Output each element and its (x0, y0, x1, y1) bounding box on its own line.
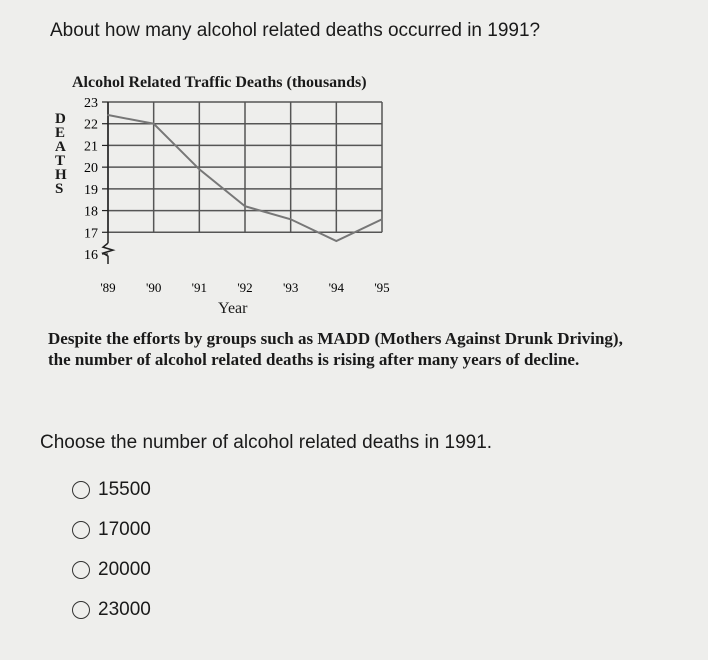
y-axis-label-letter: A (55, 139, 66, 155)
x-axis-label: Year (218, 300, 248, 317)
y-tick-label: 17 (84, 226, 98, 242)
radio-icon[interactable] (72, 481, 90, 499)
data-point (336, 240, 338, 242)
answer-prompt: Choose the number of alcohol related deaths in 1991. (40, 432, 493, 453)
y-axis-label-letter: H (55, 167, 67, 183)
y-tick-label: 23 (84, 96, 98, 111)
x-tick-label: '89 (100, 280, 116, 295)
y-tick-label: 20 (84, 161, 98, 177)
y-axis-label-letter: T (55, 153, 66, 169)
answer-options (72, 470, 151, 630)
data-point (381, 218, 383, 220)
radio-icon[interactable] (72, 601, 90, 619)
y-tick-label: 19 (84, 182, 98, 198)
y-tick-label: 16 (84, 248, 98, 263)
radio-icon[interactable] (72, 521, 90, 539)
x-tick-label: '91 (191, 280, 208, 295)
option-label: 23000 (98, 599, 151, 620)
y-tick-label: 21 (84, 139, 98, 155)
data-point (199, 169, 201, 171)
option-15500[interactable] (72, 470, 151, 510)
x-tick-label: '93 (282, 280, 299, 295)
radio-icon[interactable] (72, 561, 90, 579)
x-tick-label: '94 (328, 280, 345, 295)
option-label: 15500 (98, 479, 151, 500)
x-tick-label: '92 (237, 280, 253, 295)
x-tick-label: '95 (374, 280, 390, 295)
option-23000[interactable] (72, 590, 151, 630)
data-point (244, 205, 246, 207)
chart-title: Alcohol Related Traffic Deaths (thousands) (72, 74, 367, 91)
option-20000[interactable] (72, 550, 151, 590)
y-axis-label-letter: E (55, 125, 66, 141)
option-17000[interactable] (72, 510, 151, 550)
y-tick-label: 22 (84, 117, 98, 133)
data-point (290, 218, 292, 220)
y-axis-label-letter: D (55, 111, 66, 127)
y-tick-label: 18 (84, 204, 98, 220)
data-point (153, 123, 155, 125)
data-point (107, 114, 109, 116)
option-label: 20000 (98, 559, 151, 580)
chart-caption: Despite the efforts by groups such as MADD (Mothers Against Drunk Driving), the number of alcohol related deaths is rising after many years of decline. (48, 329, 623, 369)
question-text: About how many alcohol related deaths occurred in 1991? (50, 20, 541, 41)
x-tick-label: '90 (145, 280, 162, 295)
y-axis-label-letter: S (55, 181, 64, 197)
option-label: 17000 (98, 519, 151, 540)
